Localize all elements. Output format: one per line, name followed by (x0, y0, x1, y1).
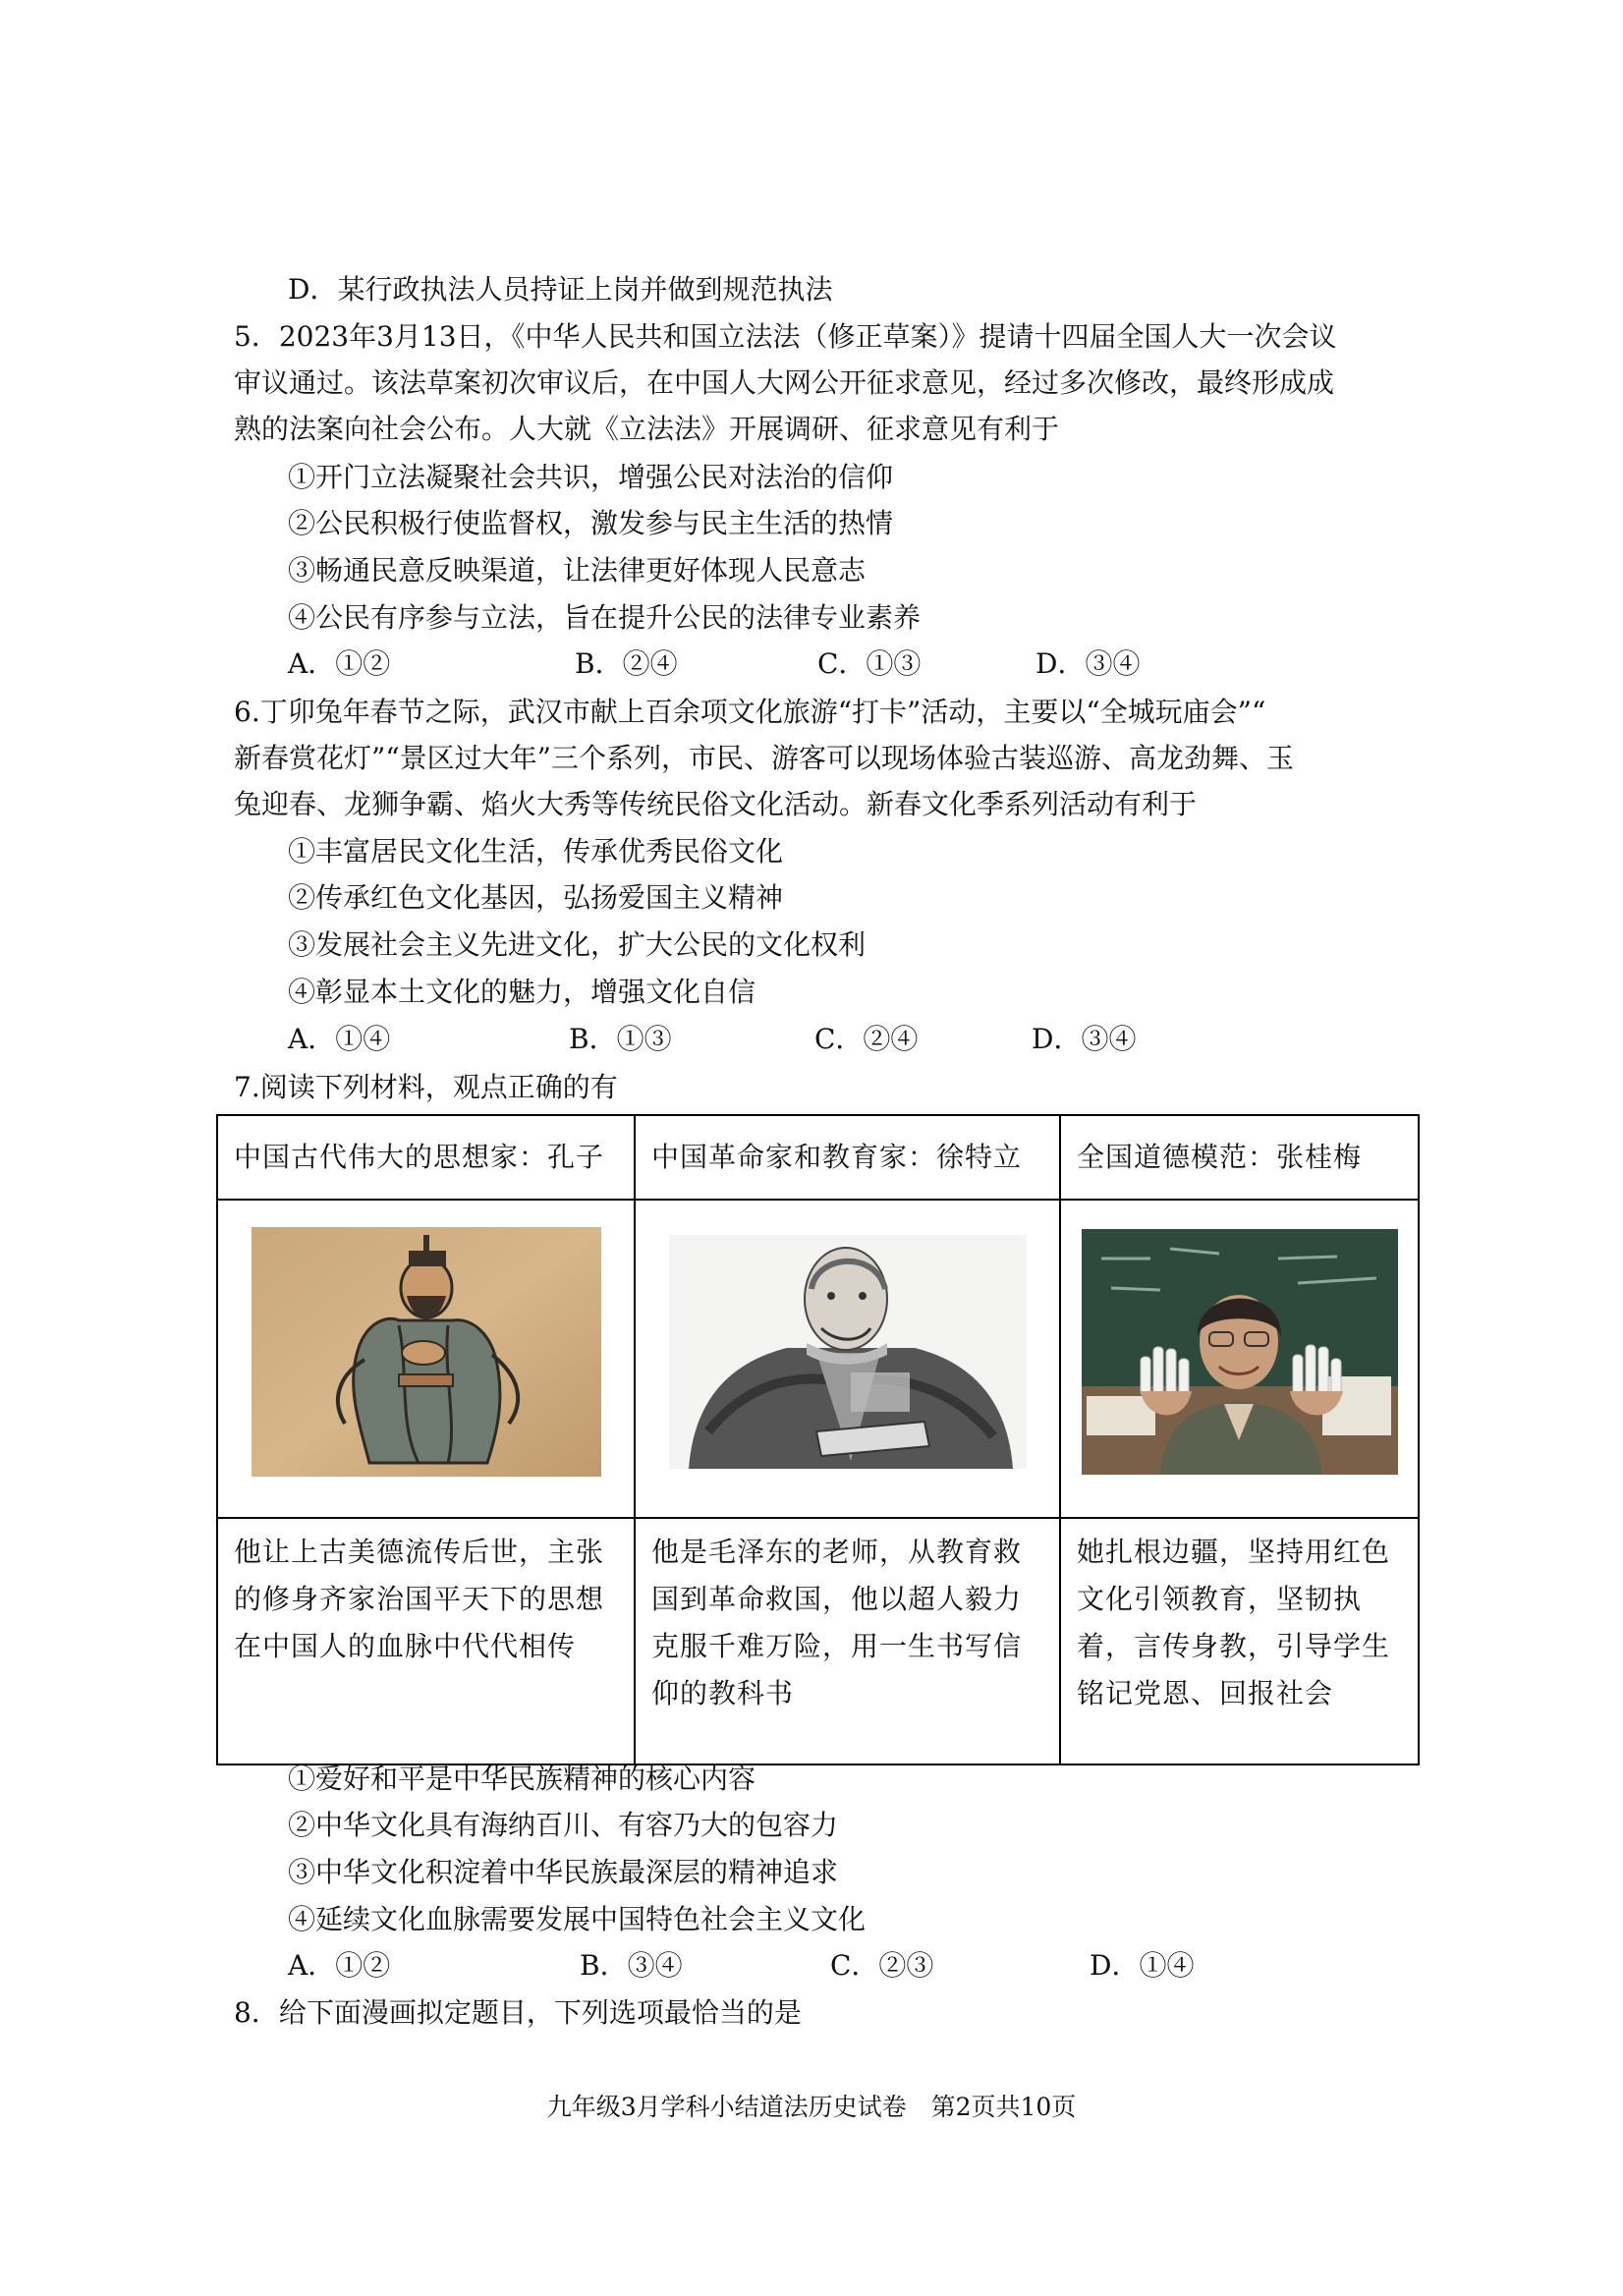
q5-option-c: C．①③ (817, 647, 922, 680)
header-xu-teli: 中国革命家和教育家：徐特立 (635, 1115, 1060, 1200)
q7-stem: 7.阅读下列材料，观点正确的有 (234, 1071, 618, 1103)
desc-zhang-guimei: 她扎根边疆，坚持用红色文化引领教育，坚韧执着，言传身教，引导学生铭记党恩、回报社会 (1060, 1518, 1419, 1764)
desc-confucius: 他让上古美德流传后世，主张的修身齐家治国平天下的思想在中国人的血脉中代代相传 (217, 1518, 635, 1764)
q5-item-2: ②公民积极行使监督权，激发参与民主生活的热情 (288, 507, 894, 539)
q7-option-b: B．③④ (580, 1949, 683, 1982)
q5-option-b: B．②④ (575, 647, 678, 680)
zhang-guimei-photo (1082, 1229, 1398, 1475)
page-footer: 九年级3月学科小结道法历史试卷 第2页共10页 (546, 2093, 1077, 2121)
q7-option-a: A．①② (288, 1949, 391, 1982)
q5-stem-line1: 5．2023年3月13日，《中华人民共和国立法法（修正草案）》提请十四届全国人大一次会议 (234, 320, 1337, 353)
q7-material-table (216, 1114, 1420, 1765)
q5-stem-line3: 熟的法案向社会公布。人大就《立法法》开展调研、征求意见有利于 (234, 413, 1060, 445)
q5-stem-line2: 审议通过。该法草案初次审议后，在中国人大网公开征求意见，经过多次修改，最终形成成 (234, 366, 1335, 399)
q6-stem-line3: 兔迎春、龙狮争霸、焰火大秀等传统民俗文化活动。新春文化季系列活动有利于 (234, 788, 1198, 820)
q6-option-d: D．③④ (1032, 1023, 1137, 1055)
q5-item-3: ③畅通民意反映渠道，让法律更好体现人民意志 (288, 554, 867, 587)
q6-stem-line2: 新春赏花灯”“景区过大年”三个系列，市民、游客可以现场体验古装巡游、高龙劲舞、玉 (234, 742, 1294, 774)
confucius-portrait (252, 1227, 601, 1477)
q6-stem-line1: 6.丁卯兔年春节之际，武汉市献上百余项文化旅游“打卡”活动，主要以“全城玩庙会”“ (234, 696, 1266, 728)
q6-item-2: ②传承红色文化基因，弘扬爱国主义精神 (288, 881, 784, 914)
q6-item-3: ③发展社会主义先进文化，扩大公民的文化权利 (288, 928, 867, 961)
q4-option-d: D．某行政执法人员持证上岗并做到规范执法 (288, 273, 833, 306)
q7-item-2: ②中华文化具有海纳百川、有容乃大的包容力 (288, 1809, 839, 1841)
q6-option-a: A．①④ (288, 1023, 391, 1055)
q7-item-4: ④延续文化血脉需要发展中国特色社会主义文化 (288, 1903, 867, 1935)
q7-option-c: C．②③ (830, 1949, 934, 1982)
q6-item-1: ①丰富居民文化生活，传承优秀民俗文化 (288, 835, 784, 868)
q6-item-4: ④彰显本土文化的魅力，增强文化自信 (288, 976, 756, 1008)
q8-stem: 8．给下面漫画拟定题目，下列选项最恰当的是 (234, 1996, 802, 2029)
q7-item-3: ③中华文化积淀着中华民族最深层的精神追求 (288, 1856, 839, 1888)
desc-xu-teli: 他是毛泽东的老师，从教育救国到革命救国，他以超人毅力克服千难万险，用一生书写信仰的教科书 (635, 1518, 1060, 1764)
q6-option-c: C．②④ (814, 1023, 919, 1055)
q5-item-4: ④公民有序参与立法，旨在提升公民的法律专业素养 (288, 601, 922, 634)
q5-option-d: D．③④ (1035, 647, 1141, 680)
xu-teli-portrait (669, 1235, 1027, 1469)
header-zhang-guimei: 全国道德模范：张桂梅 (1060, 1115, 1419, 1200)
q5-option-a: A．①② (288, 647, 391, 680)
q7-option-d: D．①④ (1090, 1949, 1195, 1982)
q7-item-1: ①爱好和平是中华民族精神的核心内容 (288, 1763, 756, 1795)
header-confucius: 中国古代伟大的思想家：孔子 (217, 1115, 635, 1200)
q6-option-b: B．①③ (569, 1023, 672, 1055)
q5-item-1: ①开门立法凝聚社会共识，增强公民对法治的信仰 (288, 461, 894, 493)
